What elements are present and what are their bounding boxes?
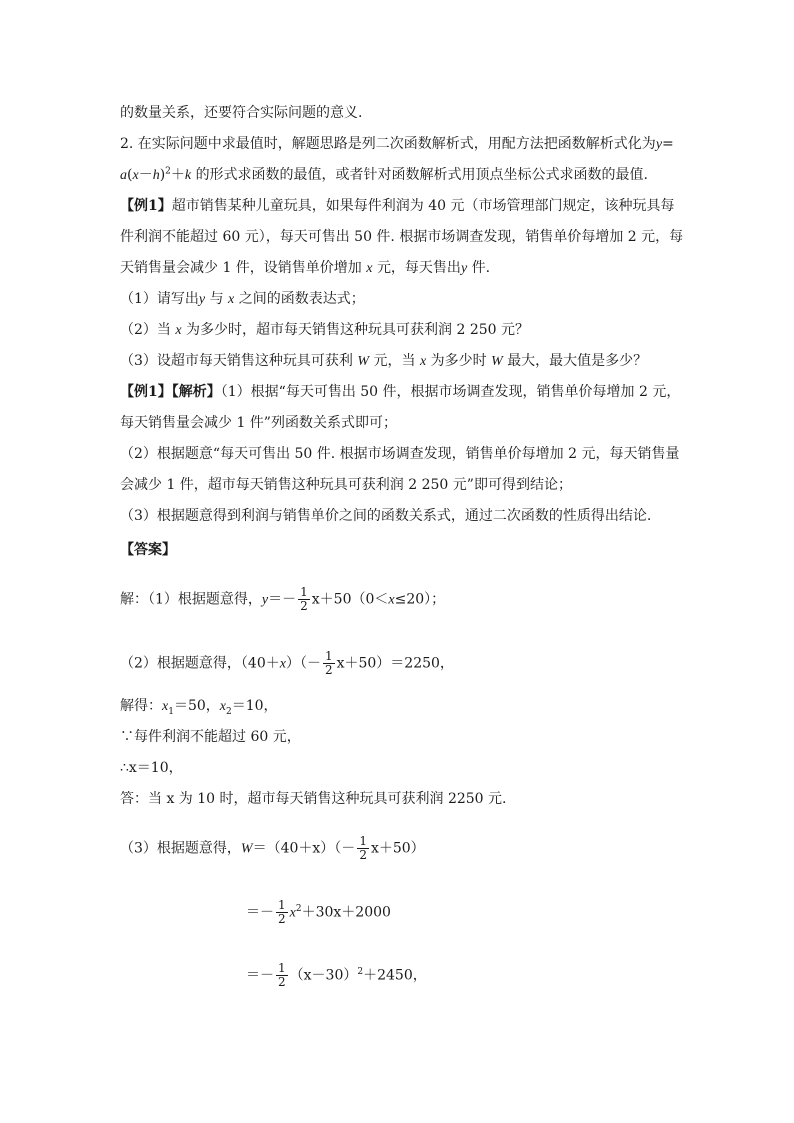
answer-step-7: （3）根据题意得，W＝（40＋x）（－ $\frac{1}{2}$ x＋50）	[120, 834, 425, 862]
intro-line-1: 的数量关系，还要符合实际问题的意义.	[120, 105, 363, 121]
answer-step-4: ∵每件利润不能超过 60 元，	[120, 729, 301, 745]
intro-paragraph-2-line-2: $a(x-h)^2+k$ 的形式求函数的最值，或者针对函数解析式用顶点坐标公式求函数的最值.	[120, 166, 649, 183]
answer-step-9: ＝－ $\frac{1}{2}$ $(x-30)^2+2450$，	[246, 961, 427, 989]
answer-step-3: 解得：$x_1=50$，$x_2=10$，	[120, 698, 278, 717]
analysis-line-4: 会减少 1 件，超市每天销售这种玩具可获利润 2 250 元”即可得到结论；	[120, 477, 572, 493]
analysis-line-3: （2）根据题意“每天可售出 50 件. 根据市场调查发现，销售单价每增加 2 元，每天销售量	[120, 446, 680, 462]
fraction-one-half: $\frac{1}{2}$	[324, 649, 333, 677]
fraction-one-half: $\frac{1}{2}$	[300, 585, 308, 613]
intro-paragraph-2-line-1: 2. 在实际问题中求最值时，解题思路是列二次函数解析式，用配方法把函数解析式化为y=	[120, 136, 674, 152]
answer-heading: 【答案】	[120, 542, 176, 558]
analysis-tag: 【解析】	[171, 384, 221, 400]
answer-step-8: ＝－ $\frac{1}{2}$ $x^2+30x+2000$	[246, 898, 391, 926]
question-1: （1）请写出y 与 x 之间的函数表达式；	[120, 291, 365, 307]
example-line-3: 天销售量会减少 1 件，设销售单价增加 x 元，每天售出y 件.	[120, 260, 491, 276]
question-2: （2）当 x 为多少时，超市每天销售这种玩具可获利润 2 250 元？	[120, 322, 530, 338]
answer-step-5: ∴x＝10，	[120, 760, 183, 776]
answer-step-2: （2）根据题意得，（40＋x）（－ $\frac{1}{2}$ x＋50）＝2250，	[120, 649, 454, 677]
analysis-line-2: 每天销售量会减少 1 件”列函数关系式即可；	[120, 415, 397, 431]
fraction-one-half: $\frac{1}{2}$	[278, 961, 286, 989]
fraction-one-half: $\frac{1}{2}$	[359, 834, 367, 862]
question-3: （3）设超市每天销售这种玩具可获利 W 元，当 x 为多少时 W 最大，最大值是多少？	[120, 353, 648, 369]
analysis-line-5: （3）根据题意得到利润与销售单价之间的函数关系式，通过二次函数的性质得出结论.	[120, 508, 652, 524]
answer-step-6: 答：当 x 为 10 时，超市每天销售这种玩具可获利润 2250 元.	[120, 791, 507, 807]
answer-step-1: 解：（1）根据题意得，y＝－ $\frac{1}{2}$ x＋50（0＜x≤20）；	[120, 585, 446, 613]
example-tag: 【例1】	[120, 198, 172, 214]
fraction-one-half: $\frac{1}{2}$	[278, 898, 286, 926]
analysis-line-1: 【例1】【解析】（1）根据“每天可售出 50 件，根据市场调查发现，销售单价每增加 2 元，	[120, 384, 681, 400]
example-line-1: 【例1】超市销售某种儿童玩具，如果每件利润为 40 元（市场管理部门规定，该种玩具每	[120, 198, 675, 214]
example-line-2: 件利润不能超过 60 元），每天可售出 50 件. 根据市场调查发现，销售单价每增加 2 元，每	[120, 229, 684, 245]
